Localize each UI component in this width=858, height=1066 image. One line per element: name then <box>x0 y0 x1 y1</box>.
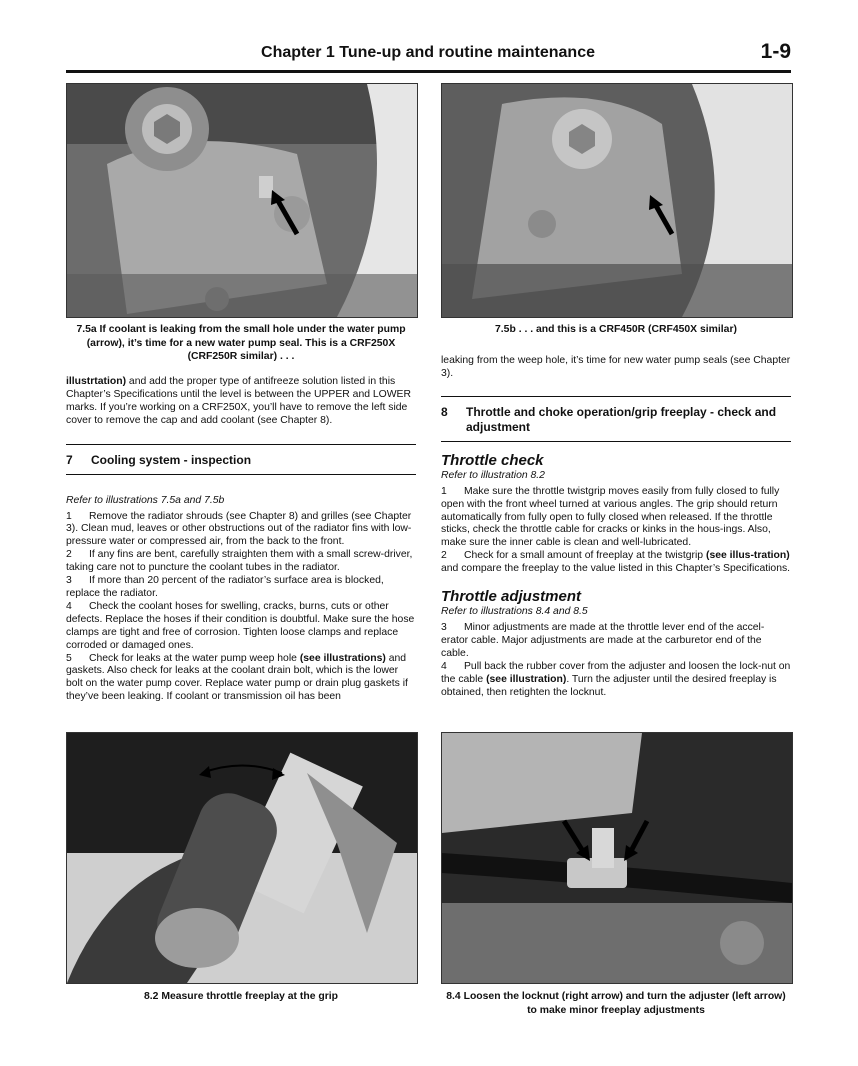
caption-8-2: 8.2 Measure throttle freeplay at the grip <box>143 991 338 1002</box>
section-8-number: 8 <box>441 404 448 419</box>
photo-8-4 <box>441 732 793 984</box>
ta-paragraph-3: 3 Minor adjustments are made at the throttle lever end of the accel-erator cable. Major adjustments are made at the carburetor end of the cable. <box>441 621 765 659</box>
photo-7-5b <box>441 83 793 318</box>
caption-8-4: 8.4 Loosen the locknut (right arrow) and turn the adjuster (left arrow) to make minor freeplay adjustments <box>446 991 786 1016</box>
section-7-number: 7 <box>66 452 73 467</box>
throttle-check-heading: Throttle check <box>441 451 544 469</box>
tc-paragraph-2: 2 Check for a small amount of freeplay at the twistgrip (see illus-tration) and compare the freeplay to the value listed in this Chapter’s Specifications. <box>441 550 791 575</box>
chapter-title: Chapter 1 Tune-up and routine maintenance <box>261 44 595 61</box>
s7-paragraph-2: 2 If any fins are bent, carefully straighten them with a small screw-driver, taking care not to puncture the coolant tubes in the radiator. <box>66 549 413 574</box>
caption-7-5b: 7.5b . . . and this is a CRF450R (CRF450X similar) <box>495 324 737 335</box>
s7-paragraph-1: 1 Remove the radiator shrouds (see Chapter 8) and grilles (see Chapter 3). Clean mud, leaves or other obstructions out of the radiator fins with low-pressure water or compressed air, from the back to the front. <box>66 510 412 548</box>
throttle-adjustment-ref: Refer to illustrations 8.4 and 8.5 <box>441 606 588 618</box>
section-7-title: Cooling system - inspection <box>91 452 252 467</box>
section-8-title: Throttle and choke operation/grip freeplay - check and adjustment <box>466 404 777 434</box>
left-column <box>66 376 416 704</box>
section-8-heading <box>441 396 791 442</box>
ta-paragraph-4: 4 Pull back the rubber cover from the adjuster and loosen the lock-nut on the cable (see illustration). Turn the adjuster until the desired freeplay is obtained, then retighten the locknut. <box>441 660 791 698</box>
photo-8-2 <box>66 732 418 984</box>
paragraph-intro <box>66 376 416 428</box>
continuation-paragraph: leaking from the weep hole, it’s time for new water pump seals (see Chapter 3). <box>441 355 791 379</box>
page-header <box>66 38 791 72</box>
s7-paragraph-3: 3 If more than 20 percent of the radiator’s surface area is blocked, replace the radiator. <box>66 575 384 599</box>
intro-text: and add the proper type of antifreeze solution listed in this Chapter’s Specifications until the level is between the UPPER and LOWER marks. If you’re working on a CRF250X, you’ll have to remove the left side cover to remove the cap and add coolant (see Chapter 8). <box>66 376 411 426</box>
section-7-heading <box>66 444 416 475</box>
throttle-adjustment-heading: Throttle adjustment <box>441 588 582 606</box>
tc-paragraph-1: 1 Make sure the throttle twistgrip moves easily from fully closed to fully open with the front wheel turned at various angles. The grip should return automatically from fully open to fully closed when released. If the throttle sticks, check the throttle cable for cracks or kinks in the hous-ings. Also, make sure the inner cable is clean and well-lubricated. <box>441 485 780 549</box>
throttle-check-ref: Refer to illustration 8.2 <box>441 469 545 481</box>
intro-bold: illustrtation) <box>66 376 127 387</box>
right-column <box>441 355 791 699</box>
header-rule <box>66 70 791 73</box>
photo-7-5a <box>66 83 418 318</box>
section-7-ref: Refer to illustrations 7.5a and 7.5b <box>66 494 225 506</box>
page-number: 1-9 <box>760 40 791 63</box>
caption-7-5a: 7.5a If coolant is leaking from the small hole under the water pump (arrow), it’s time for a new water pump seal. This is a CRF250X (CRF250R similar) . . . <box>76 324 406 362</box>
s7-paragraph-5: 5 Check for leaks at the water pump weep hole (see illustrations) and gaskets. Also check for leaks at the coolant drain bolt, which is the lower bolt on the water pump cover. Replace water pump or drain plug gaskets if they’ve been leaking. If coolant or transmission oil has been <box>66 652 408 703</box>
s7-paragraph-4: 4 Check the coolant hoses for swelling, cracks, burns, cuts or other defects. Replace the hoses if their condition is doubtful. Make sure the hose clamps are tight and free of corrosion. Tighten loose clamps and replace corroded or damaged ones. <box>66 600 415 651</box>
